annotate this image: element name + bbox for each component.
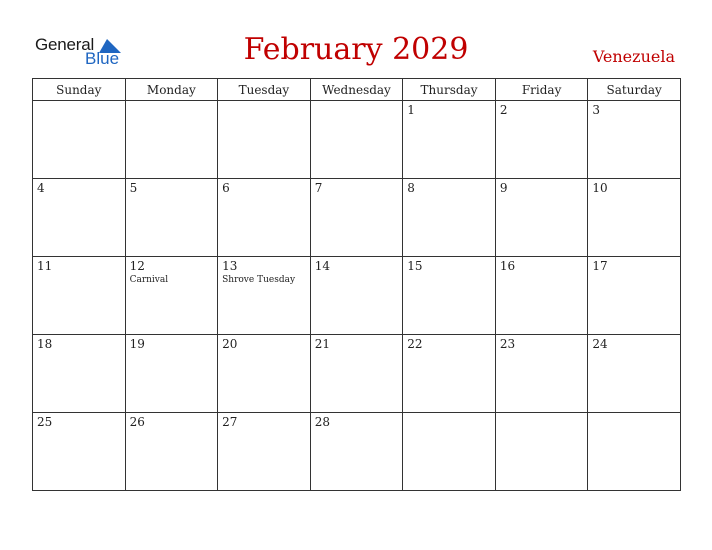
day-cell <box>33 335 126 413</box>
day-cell <box>403 179 496 257</box>
day-cell <box>588 335 681 413</box>
day-cell <box>33 413 126 491</box>
holiday-label <box>218 195 310 197</box>
day-cell <box>310 101 403 179</box>
day-number: 5 <box>129 181 138 195</box>
calendar-title: February 2029 <box>243 32 469 67</box>
holiday-label <box>126 195 218 197</box>
holiday-label <box>588 117 680 119</box>
week-row <box>33 413 681 491</box>
day-number: 25 <box>37 415 53 429</box>
day-cell <box>310 413 403 491</box>
weekday-header: Wednesday <box>310 79 403 101</box>
holiday-label <box>311 273 403 275</box>
day-cell <box>125 335 218 413</box>
day-number: 6 <box>222 181 230 195</box>
day-number: 15 <box>407 259 423 273</box>
holiday-label <box>496 195 588 197</box>
holiday-label <box>311 429 403 431</box>
day-number: 9 <box>499 181 508 195</box>
holiday-label <box>126 429 218 431</box>
week-row <box>33 335 681 413</box>
weekday-header-row <box>33 79 681 101</box>
day-number: 23 <box>499 337 516 351</box>
holiday-label <box>496 117 588 119</box>
holiday-label <box>311 103 403 105</box>
day-number: 28 <box>314 415 330 429</box>
day-cell <box>588 257 681 335</box>
holiday-label: Carnival <box>129 275 169 285</box>
day-cell <box>218 101 311 179</box>
holiday-label <box>588 415 680 417</box>
holiday-label <box>311 351 403 353</box>
day-number: 10 <box>592 181 608 195</box>
holiday-label <box>403 415 495 417</box>
weekday-header: Thursday <box>403 79 496 101</box>
day-cell <box>310 335 403 413</box>
day-cell <box>495 179 588 257</box>
day-number: 3 <box>592 103 601 117</box>
day-cell <box>33 257 126 335</box>
day-number: 19 <box>129 337 145 351</box>
weekday-header: Monday <box>125 79 218 101</box>
day-cell <box>495 413 588 491</box>
day-cell <box>588 413 681 491</box>
day-cell <box>125 257 218 335</box>
day-number: 12 <box>129 259 145 273</box>
day-number: 26 <box>129 415 145 429</box>
holiday-label <box>33 103 125 105</box>
holiday-label <box>403 195 495 197</box>
day-cell <box>125 413 218 491</box>
day-number: 4 <box>37 181 45 195</box>
holiday-label <box>496 273 588 275</box>
holiday-label: Shrove Tuesday <box>222 275 296 285</box>
logo-text-blue: Blue <box>85 49 120 68</box>
holiday-label <box>588 273 680 275</box>
day-number: 16 <box>499 259 516 273</box>
day-cell <box>403 413 496 491</box>
holiday-label <box>33 429 125 431</box>
day-cell <box>403 101 496 179</box>
holiday-label <box>496 415 588 417</box>
day-number: 7 <box>314 181 323 195</box>
holiday-label <box>33 273 125 275</box>
day-number: 21 <box>314 337 330 351</box>
day-cell <box>33 179 126 257</box>
day-number: 14 <box>314 259 330 273</box>
holiday-label <box>126 351 218 353</box>
holiday-label <box>33 351 125 353</box>
day-cell <box>588 101 681 179</box>
day-cell <box>218 257 311 335</box>
calendar-grid <box>32 78 681 491</box>
week-row <box>33 257 681 335</box>
day-cell <box>125 179 218 257</box>
holiday-label <box>403 351 495 353</box>
holiday-label <box>33 195 125 197</box>
day-number: 17 <box>592 259 608 273</box>
holiday-label <box>403 273 495 275</box>
day-number: 11 <box>37 259 53 273</box>
day-cell <box>495 335 588 413</box>
weekday-header: Sunday <box>33 79 126 101</box>
day-cell <box>403 335 496 413</box>
weekday-header: Tuesday <box>218 79 311 101</box>
day-cell <box>403 257 496 335</box>
day-cell <box>33 101 126 179</box>
day-number: 1 <box>407 103 415 117</box>
holiday-label <box>218 351 310 353</box>
day-number: 13 <box>222 259 238 273</box>
day-cell <box>125 101 218 179</box>
holiday-label <box>218 103 310 105</box>
day-cell <box>495 101 588 179</box>
day-number: 18 <box>37 337 53 351</box>
day-number: 27 <box>222 415 238 429</box>
holiday-label <box>496 351 588 353</box>
holiday-label <box>126 103 218 105</box>
day-number: 20 <box>222 337 238 351</box>
holiday-label <box>588 351 680 353</box>
day-cell <box>310 257 403 335</box>
holiday-label <box>588 195 680 197</box>
country-label: Venezuela <box>592 47 675 66</box>
logo-text-general: General <box>35 35 95 54</box>
day-cell <box>310 179 403 257</box>
day-number: 2 <box>499 103 508 117</box>
weekday-header: Friday <box>495 79 588 101</box>
holiday-label <box>403 117 495 119</box>
day-cell <box>218 335 311 413</box>
day-number: 24 <box>592 337 608 351</box>
week-row <box>33 179 681 257</box>
week-row <box>33 101 681 179</box>
day-cell <box>588 179 681 257</box>
holiday-label <box>311 195 403 197</box>
day-number: 8 <box>407 181 415 195</box>
day-cell <box>495 257 588 335</box>
day-number: 22 <box>407 337 423 351</box>
day-cell <box>218 179 311 257</box>
holiday-label <box>218 429 310 431</box>
weekday-header: Saturday <box>588 79 681 101</box>
day-cell <box>218 413 311 491</box>
